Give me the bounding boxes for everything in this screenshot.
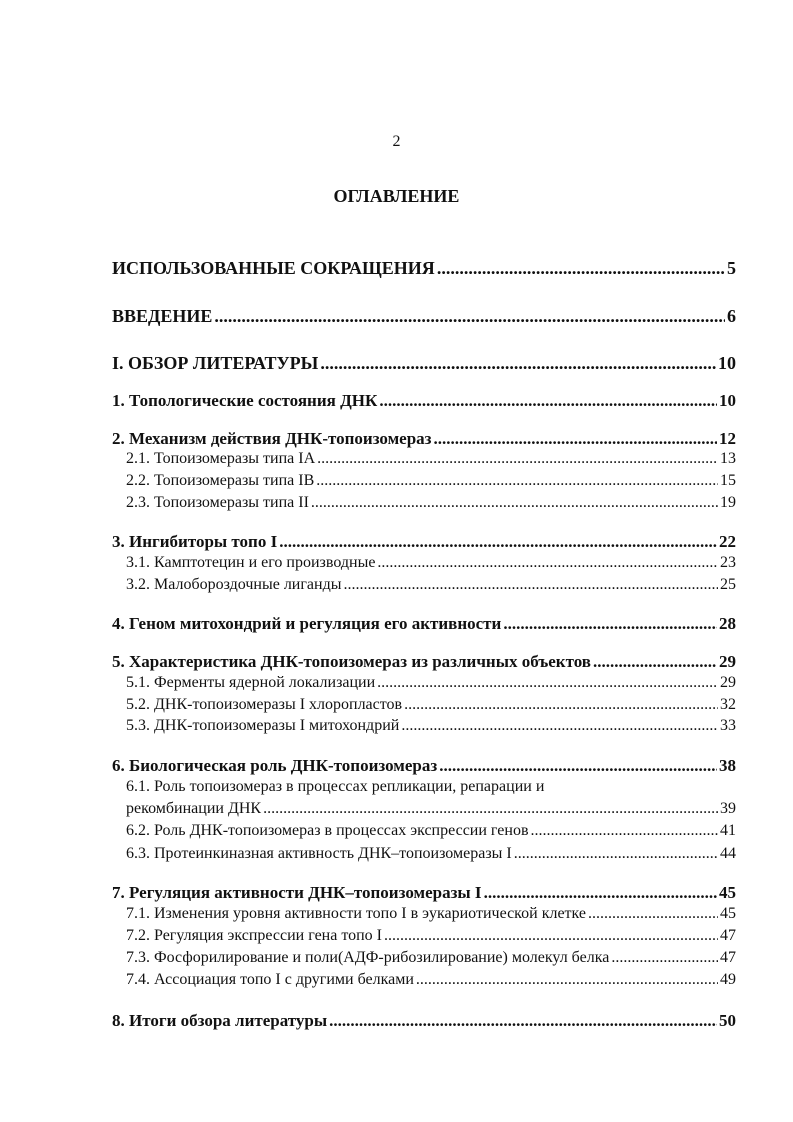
toc-entry-section-4[interactable] bbox=[112, 614, 736, 634]
toc-entry-label: 2.3. Топоизомеразы типа II bbox=[126, 494, 309, 511]
toc-entry-page: 5 bbox=[727, 258, 736, 278]
toc-entry-page: 49 bbox=[720, 971, 736, 988]
toc-entry-label: 3.2. Малобороздочные лиганды bbox=[126, 576, 342, 593]
toc-entry-section-1[interactable] bbox=[112, 391, 736, 411]
dot-leader bbox=[311, 494, 718, 512]
toc-entry-page: 13 bbox=[720, 450, 736, 467]
dot-leader bbox=[611, 949, 718, 967]
dot-leader bbox=[377, 554, 718, 572]
toc-entry-page: 44 bbox=[720, 845, 736, 862]
toc-entry-7-1[interactable] bbox=[126, 905, 736, 923]
toc-entry-page: 22 bbox=[719, 532, 736, 551]
toc-entry-page: 29 bbox=[720, 674, 736, 691]
toc-entry-page: 50 bbox=[719, 1011, 736, 1030]
dot-leader bbox=[404, 696, 718, 714]
toc-entry-3-2[interactable] bbox=[126, 576, 736, 594]
toc-entry-label: 2.2. Топоизомеразы типа IB bbox=[126, 472, 315, 489]
toc-entry-section-3[interactable] bbox=[112, 532, 736, 552]
toc-title: ОГЛАВЛЕНИЕ bbox=[333, 186, 460, 206]
toc-entry-page: 28 bbox=[719, 614, 736, 633]
dot-leader bbox=[503, 614, 717, 634]
toc-entry-2-1[interactable] bbox=[126, 450, 736, 468]
toc-entry-label: I. ОБЗОР ЛИТЕРАТУРЫ bbox=[112, 353, 319, 373]
toc-entry-page: 19 bbox=[720, 494, 736, 511]
toc-entry-page: 45 bbox=[720, 905, 736, 922]
toc-entry-label: 2. Механизм действия ДНК-топоизомераз bbox=[112, 429, 432, 448]
toc-entry-page: 39 bbox=[720, 800, 736, 817]
toc-entry-label: 3.1. Камптотецин и его производные bbox=[126, 554, 376, 571]
toc-entry-label: 5.2. ДНК-топоизомеразы I хлоропластов bbox=[126, 696, 403, 713]
toc-entry-7-4[interactable] bbox=[126, 971, 736, 989]
dot-leader bbox=[384, 927, 718, 945]
toc-entry-page: 38 bbox=[719, 756, 736, 775]
toc-entry-label: 5.3. ДНК-топоизомеразы I митохондрий bbox=[126, 717, 400, 734]
toc-entry-label: 7. Регуляция активности ДНК–топоизомеразы I bbox=[112, 883, 482, 902]
toc-entry-label: 7.1. Изменения уровня активности топо I в эукариотической клетке bbox=[126, 905, 587, 922]
page-number: 2 bbox=[392, 133, 401, 150]
toc-entry-section-6[interactable] bbox=[112, 756, 736, 776]
toc-entry-page: 10 bbox=[719, 391, 736, 410]
toc-entry-page: 29 bbox=[719, 652, 736, 671]
toc-entry-page: 47 bbox=[720, 949, 736, 966]
dot-leader bbox=[329, 1011, 717, 1031]
toc-entry-label: 7.2. Регуляция экспрессии гена топо I bbox=[126, 927, 382, 944]
toc-entry-page: 10 bbox=[718, 353, 736, 373]
dot-leader bbox=[214, 306, 725, 327]
toc-entry-5-1[interactable] bbox=[126, 674, 736, 692]
toc-entry-section-8[interactable] bbox=[112, 1011, 736, 1031]
toc-entry-label: 7.3. Фосфорилирование и поли(АДФ-рибозилирование) молекул белка bbox=[126, 949, 610, 966]
toc-entry-label: 6.3. Протеинкиназная активность ДНК–топоизомеразы I bbox=[126, 845, 512, 862]
toc-entry-3-1[interactable] bbox=[126, 554, 736, 572]
toc-entry-2-2[interactable] bbox=[126, 472, 736, 490]
dot-leader bbox=[439, 756, 717, 776]
toc-entry-page: 6 bbox=[727, 306, 736, 326]
toc-entry-5-3[interactable] bbox=[126, 717, 736, 735]
toc-entry-abbreviations[interactable] bbox=[112, 258, 736, 279]
dot-leader bbox=[279, 532, 717, 552]
dot-leader bbox=[514, 845, 718, 863]
toc-entry-page: 32 bbox=[720, 696, 736, 713]
dot-leader bbox=[588, 905, 718, 923]
toc-entry-label: 4. Геном митохондрий и регуляция его активности bbox=[112, 614, 502, 633]
dot-leader bbox=[416, 971, 718, 989]
dot-leader bbox=[593, 652, 717, 672]
toc-entry-page: 41 bbox=[720, 822, 736, 839]
dot-leader bbox=[263, 800, 718, 818]
toc-entry-section-5[interactable] bbox=[112, 652, 736, 672]
toc-entry-label: 6. Биологическая роль ДНК-топоизомераз bbox=[112, 756, 438, 775]
dot-leader bbox=[320, 353, 716, 374]
dot-leader bbox=[343, 576, 718, 594]
toc-entry-label: 3. Ингибиторы топо I bbox=[112, 532, 278, 551]
dot-leader bbox=[437, 258, 725, 279]
toc-entry-label: 5.1. Ферменты ядерной локализации bbox=[126, 674, 376, 691]
toc-entry-label: ИСПОЛЬЗОВАННЫЕ СОКРАЩЕНИЯ bbox=[112, 258, 435, 278]
dot-leader bbox=[401, 717, 718, 735]
dot-leader bbox=[379, 391, 717, 411]
toc-entry-page: 45 bbox=[719, 883, 736, 902]
toc-entry-page: 47 bbox=[720, 927, 736, 944]
toc-entry-section-7[interactable] bbox=[112, 883, 736, 903]
dot-leader bbox=[531, 822, 719, 840]
dot-leader bbox=[484, 883, 717, 903]
toc-entry-6-2[interactable] bbox=[126, 822, 736, 840]
dot-leader bbox=[317, 450, 718, 468]
toc-entry-label: 8. Итоги обзора литературы bbox=[112, 1011, 328, 1030]
toc-entry-2-3[interactable] bbox=[126, 494, 736, 512]
toc-entry-6-1-line1[interactable]: 6.1. Роль топоизомераз в процессах репликации, репарации и bbox=[126, 778, 545, 795]
toc-entry-label: 6.2. Роль ДНК-топоизомераз в процессах экспрессии генов bbox=[126, 822, 529, 839]
toc-entry-page: 25 bbox=[720, 576, 736, 593]
toc-entry-label: 2.1. Топоизомеразы типа IA bbox=[126, 450, 316, 467]
toc-entry-7-2[interactable] bbox=[126, 927, 736, 945]
toc-entry-6-3[interactable] bbox=[126, 845, 736, 863]
toc-entry-label: 5. Характеристика ДНК-топоизомераз из различных объектов bbox=[112, 652, 591, 671]
toc-entry-introduction[interactable] bbox=[112, 306, 736, 327]
toc-entry-literature-review[interactable] bbox=[112, 353, 736, 374]
toc-entry-label: ВВЕДЕНИЕ bbox=[112, 306, 213, 326]
toc-entry-6-1[interactable] bbox=[126, 800, 736, 818]
toc-entry-label: рекомбинации ДНК bbox=[126, 800, 262, 817]
toc-entry-page: 33 bbox=[720, 717, 736, 734]
toc-entry-7-3[interactable] bbox=[126, 949, 736, 967]
toc-entry-label: 7.4. Ассоциация топо I с другими белками bbox=[126, 971, 414, 988]
toc-entry-page: 23 bbox=[720, 554, 736, 571]
toc-entry-section-2[interactable] bbox=[112, 429, 736, 449]
toc-entry-page: 12 bbox=[719, 429, 736, 448]
toc-entry-label: 1. Топологические состояния ДНК bbox=[112, 391, 378, 410]
dot-leader bbox=[434, 429, 717, 449]
dot-leader bbox=[316, 472, 718, 490]
toc-entry-page: 15 bbox=[720, 472, 736, 489]
toc-entry-5-2[interactable] bbox=[126, 696, 736, 714]
dot-leader bbox=[377, 674, 718, 692]
